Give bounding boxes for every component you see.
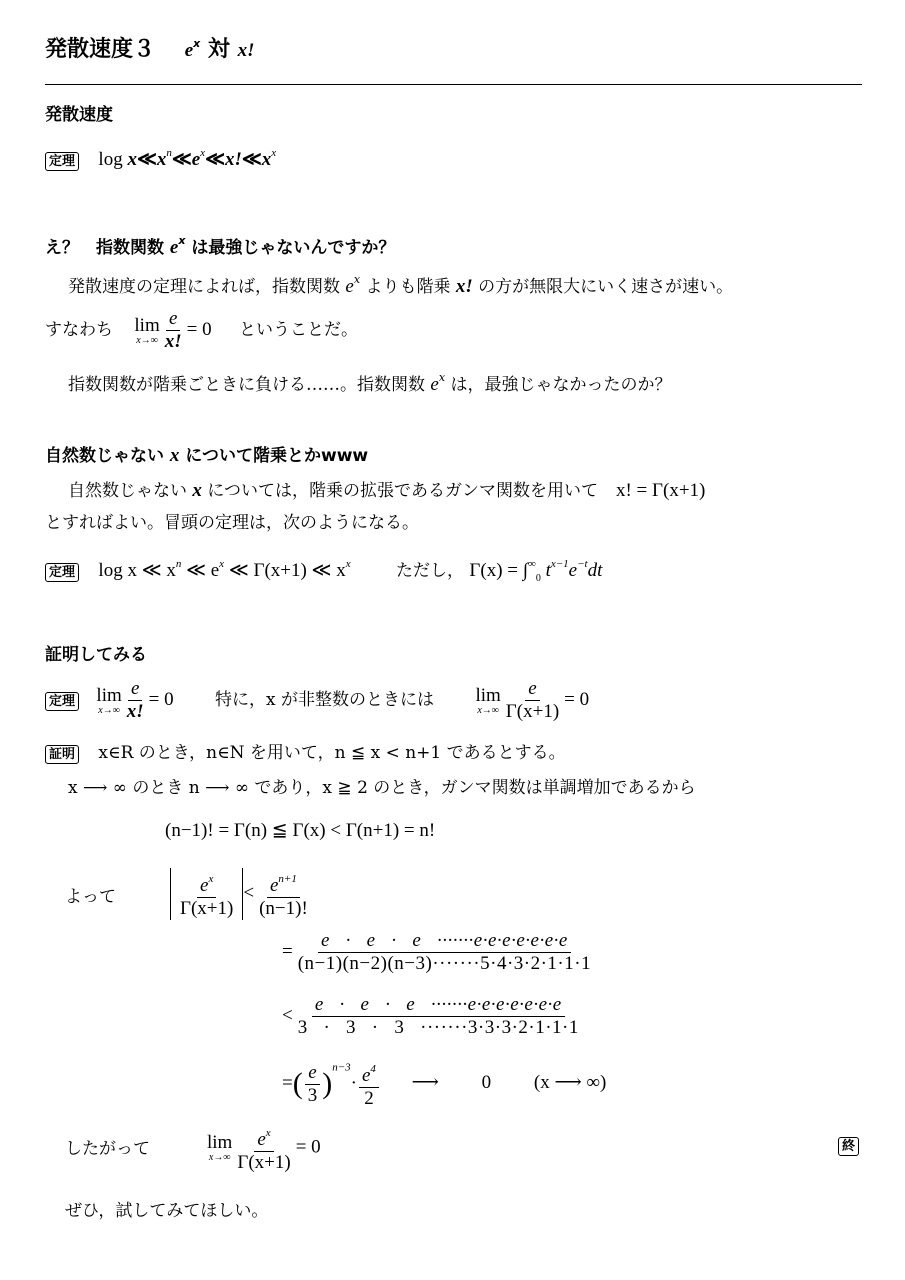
math-text: e bbox=[257, 1129, 266, 1150]
math-text: x∈R のとき，n∈N を用いて，n ≦ x < n+1 であるとする。 bbox=[98, 743, 566, 763]
math-text: 2 bbox=[364, 1088, 374, 1109]
math-text: x bbox=[271, 147, 277, 159]
math-text: x bbox=[261, 149, 272, 170]
math-text: x! = Γ(x+1) bbox=[615, 480, 706, 501]
proof-line: x ⟶ ∞ のとき n ⟶ ∞ であり，x ≧ 2 のとき，ガンマ関数は単調増加であるから bbox=[68, 778, 696, 798]
paragraph: とすればよい。冒頭の定理は，次のようになる。 bbox=[45, 513, 419, 533]
math-text: 終 bbox=[838, 1137, 859, 1156]
math-text: ≪ e bbox=[181, 560, 220, 581]
math-text: x bbox=[353, 273, 361, 286]
title-rule bbox=[45, 84, 862, 85]
proof-tag: 証明 bbox=[45, 745, 79, 764]
math-text: 特に，x が非整数のときには bbox=[215, 690, 435, 710]
math-text: 3 · 3 · 3 ·······3·3·3·2·1·1·1 bbox=[297, 1017, 579, 1038]
proof-line bbox=[45, 738, 566, 764]
math-text: e bbox=[430, 374, 439, 395]
bound-step-2 bbox=[282, 930, 596, 975]
title-e: e bbox=[184, 40, 194, 61]
math-text: x! bbox=[237, 40, 255, 61]
math-text: e bbox=[568, 560, 578, 581]
math-text: x! bbox=[126, 701, 144, 722]
math-text: Γ(x+1) bbox=[505, 701, 560, 722]
math-text: = bbox=[282, 940, 293, 962]
math-text: ⟶ bbox=[411, 1072, 439, 1094]
math-text: x bbox=[345, 558, 351, 570]
math-text: = bbox=[282, 1072, 293, 1094]
math-text: x! bbox=[164, 331, 182, 352]
math-text: 発散速度３ bbox=[45, 37, 156, 62]
math-text: n+1 bbox=[278, 873, 297, 885]
math-text: e bbox=[361, 1065, 371, 1086]
paragraph bbox=[68, 272, 733, 298]
math-text: x→∞ bbox=[136, 334, 158, 346]
theorem-line bbox=[45, 678, 589, 723]
math-text: ≪ bbox=[241, 149, 262, 170]
label-conclude: したがって bbox=[65, 1139, 150, 1159]
math-text: e bbox=[269, 875, 279, 896]
math-text: ということだ。 bbox=[239, 320, 359, 340]
math-text: すなわち bbox=[45, 320, 113, 340]
math-text: (x ⟶ ∞) bbox=[533, 1072, 607, 1094]
math-text: −t bbox=[577, 558, 588, 570]
math-text: = 0 bbox=[295, 1136, 321, 1158]
math-text: x bbox=[193, 37, 201, 50]
math-text: 0 bbox=[481, 1072, 492, 1094]
section-heading bbox=[45, 441, 368, 467]
math-text: 発散速度の定理によれば，指数関数 bbox=[68, 277, 346, 297]
math-text: 3 bbox=[307, 1084, 318, 1106]
paragraph bbox=[68, 370, 671, 396]
math-text: 対 bbox=[207, 37, 230, 62]
math-text: ∞ bbox=[527, 558, 536, 570]
math-text: Γ(x+1) bbox=[237, 1152, 291, 1173]
math-text: = 0 bbox=[564, 689, 590, 710]
theorem-tag: 定理 bbox=[45, 152, 79, 171]
math-text: Γ(x+1) bbox=[180, 898, 234, 919]
math-text: e · e · e ·······e·e·e·e·e·e·e bbox=[312, 994, 565, 1017]
math-text: e bbox=[200, 875, 209, 896]
conclusion-formula bbox=[207, 1122, 321, 1174]
math-text: lim bbox=[207, 1132, 233, 1153]
math-text: は，最強じゃなかったのか？ bbox=[445, 375, 672, 395]
math-text: x bbox=[127, 149, 137, 170]
math-text: ≪ Γ(x+1) ≪ x bbox=[224, 560, 346, 581]
math-text: については，階乗の拡張であるガンマ関数を用いて bbox=[201, 481, 598, 501]
paragraph bbox=[68, 476, 705, 502]
section-heading bbox=[45, 233, 395, 259]
math-text: dt bbox=[587, 560, 603, 581]
math-text: < bbox=[243, 882, 255, 904]
paragraph bbox=[45, 308, 358, 353]
math-text: x! bbox=[455, 276, 473, 297]
math-text: lim bbox=[475, 684, 501, 706]
formula bbox=[98, 149, 276, 170]
math-text: Γ(x) = ∫ bbox=[469, 560, 528, 581]
math-text: x−1 bbox=[550, 558, 569, 570]
math-text: x bbox=[200, 147, 206, 159]
math-text: x bbox=[178, 234, 186, 247]
math-text: え？ 指数関数 bbox=[45, 238, 170, 258]
math-text: x! bbox=[224, 149, 242, 170]
math-text: e bbox=[305, 1062, 319, 1085]
math-text: lim bbox=[96, 684, 122, 706]
math-text: x bbox=[192, 480, 202, 501]
math-text: ≪ bbox=[136, 149, 157, 170]
math-text: log x ≪ x bbox=[98, 560, 176, 581]
math-text: x bbox=[438, 371, 446, 384]
math-text: log bbox=[98, 149, 128, 170]
section-heading: 発散速度 bbox=[45, 105, 113, 125]
math-text: n bbox=[166, 147, 172, 159]
section-heading: 証明してみる bbox=[45, 645, 147, 665]
math-text: x bbox=[169, 445, 180, 466]
math-text: ≪ bbox=[205, 149, 225, 170]
math-text: (n−1)! bbox=[259, 898, 308, 919]
math-text: e bbox=[191, 149, 201, 170]
math-text: x bbox=[208, 873, 214, 885]
math-text: lim bbox=[134, 314, 160, 336]
end-mark bbox=[838, 1135, 859, 1156]
math-text: = 0 bbox=[186, 319, 212, 340]
math-text: < bbox=[282, 1004, 293, 1026]
bound-step-3 bbox=[282, 994, 584, 1039]
math-text: x bbox=[265, 1127, 271, 1139]
math-text: x→∞ bbox=[208, 1152, 231, 1163]
math-text: e bbox=[345, 276, 354, 297]
math-text: = 0 bbox=[148, 689, 174, 710]
page-title bbox=[45, 32, 255, 63]
math-text: x bbox=[156, 149, 167, 170]
math-text: ただし， bbox=[396, 561, 464, 581]
math-text: e · e · e ·······e·e·e·e·e·e·e bbox=[318, 930, 571, 953]
closing-text: ぜひ，試してみてほしい。 bbox=[65, 1201, 269, 1221]
math-text: 0 bbox=[535, 572, 541, 584]
theorem-line bbox=[45, 556, 602, 584]
math-text: の方が無限大にいく速さが速い。 bbox=[472, 277, 734, 297]
math-text: 自然数じゃない bbox=[68, 481, 193, 501]
label-yotte: よって bbox=[65, 887, 116, 907]
bound-step-4: =( $\frac{e}{3}$ )$^{n-3}$· $\frac{e^4}{2}$ ⟶ 0 (x ⟶ ∞) bbox=[282, 1058, 606, 1110]
math-text: 4 bbox=[370, 1063, 376, 1075]
math-text: x→∞ bbox=[98, 704, 120, 716]
math-text: は最強じゃないんですか？ bbox=[185, 238, 396, 258]
math-text: よりも階乗 bbox=[360, 277, 456, 297]
math-text: e bbox=[169, 237, 179, 258]
theorem-tag: 定理 bbox=[45, 692, 79, 711]
math-text: 自然数じゃない bbox=[45, 446, 170, 466]
math-text: n bbox=[175, 558, 182, 570]
math-text: · bbox=[350, 1072, 357, 1094]
math-text: e bbox=[525, 678, 539, 701]
math-text: について階乗とかwww bbox=[179, 446, 369, 466]
math-text: 指数関数が階乗ごときに負ける……。指数関数 bbox=[68, 375, 431, 395]
math-text: e bbox=[166, 308, 180, 331]
math-text: x→∞ bbox=[477, 704, 499, 716]
bound-formula bbox=[170, 868, 313, 920]
theorem-line bbox=[45, 147, 276, 171]
theorem-tag: 定理 bbox=[45, 563, 79, 582]
math-text: x bbox=[219, 558, 225, 570]
math-text: e bbox=[128, 678, 142, 701]
math-text: (n−1)(n−2)(n−3)·······5·4·3·2·1·1·1 bbox=[297, 953, 592, 974]
math-text: ≪ bbox=[171, 149, 192, 170]
math-text: t bbox=[540, 560, 551, 581]
inequality: (n−1)! = Γ(n) ≦ Γ(x) < Γ(n+1) = n! bbox=[165, 820, 436, 841]
math-text: n−3 bbox=[332, 1061, 351, 1074]
